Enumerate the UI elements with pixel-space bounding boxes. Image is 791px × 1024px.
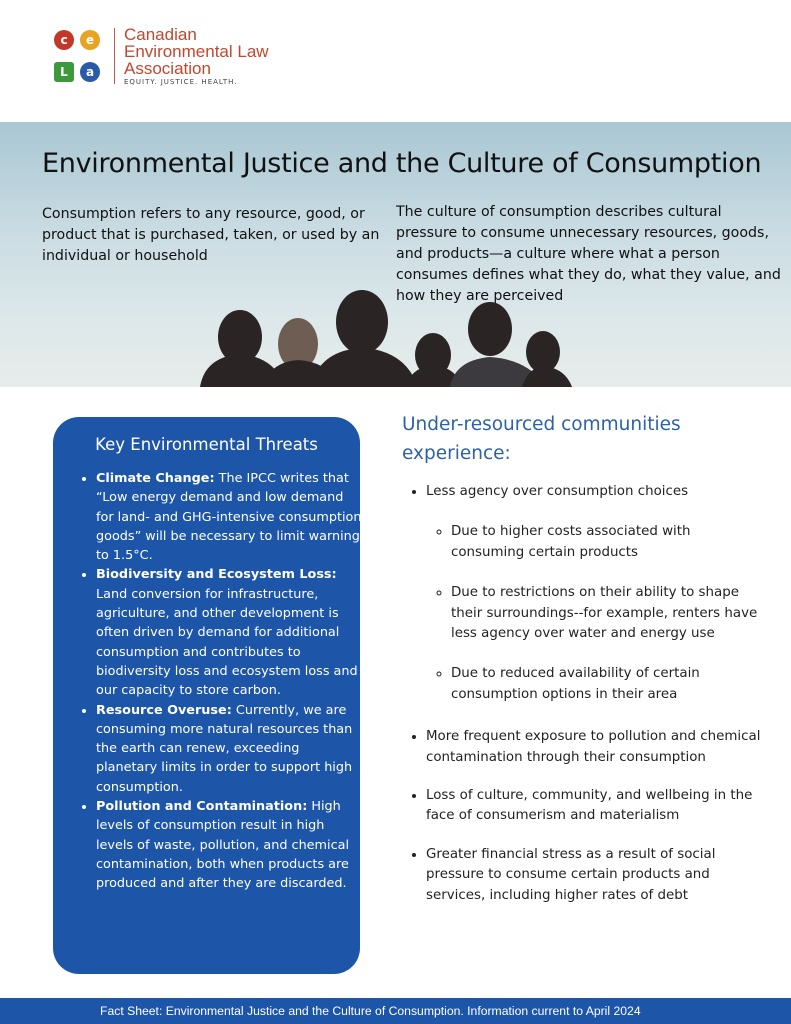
logo-tagline: EQUITY. JUSTICE. HEALTH. (124, 78, 238, 86)
logo-c-leaf-icon: c (54, 30, 74, 50)
threat-item-resource-overuse (96, 701, 364, 797)
hero-banner (0, 122, 791, 387)
sub-list (426, 522, 766, 705)
logo-a-water-icon: a (80, 62, 100, 82)
threat-text: High levels of consumption result in high levels of waste, pollution, and chemical contamination, both when products are produced and after they are discarded. (96, 799, 350, 892)
logo-divider (114, 28, 115, 84)
key-threats-heading: Key Environmental Threats (95, 435, 318, 454)
logo-name-line2: Environmental Law (124, 42, 269, 61)
threat-text: The IPCC writes that “Low energy demand and low demand for land- and GHG-intensive consumption goods” will be necessary to limit warning to 1.5°C. (96, 471, 362, 564)
threat-term: Climate Change: (96, 471, 215, 486)
threat-term: Resource Overuse: (96, 702, 232, 718)
logo-name-line1: Canadian (124, 25, 197, 44)
logo-e-sun-icon: e (80, 30, 100, 50)
list-item: • Greater financial stress as a result of social pressure to consume certain products and services, including higher rates of debt (426, 845, 766, 906)
list-item-text: Less agency over consumption choices (426, 484, 689, 499)
consumption-definition: Consumption refers to any resource, good, or product that is purchased, taken, or used by an individual or household (42, 206, 380, 264)
logo-l-house-icon: L (54, 62, 74, 82)
footer-text: Fact Sheet: Environmental Justice and the Culture of Consumption. Information current to April 2024 (100, 1004, 641, 1018)
threat-text: Currently, we are consuming more natural resources than the earth can renew, exceeding planetary limits in order to support high consumption. (96, 702, 353, 795)
threat-term: Biodiversity and Ecosystem Loss: (96, 567, 337, 583)
page-title: Environmental Justice and the Culture of Consumption (42, 148, 762, 179)
sub-list-item: ◦ Due to restrictions on their ability to shape their surroundings--for example, renters have less agency over water and energy use (451, 583, 766, 644)
logo-wordmark (124, 26, 269, 77)
threat-term: Pollution and Contamination: (96, 799, 308, 815)
sub-list-item: ◦ Due to reduced availability of certain consumption options in their area (451, 664, 766, 705)
sub-list-item: ◦ Due to higher costs associated with consuming certain products (451, 522, 766, 563)
key-threats-list (75, 469, 364, 894)
threat-item-biodiversity-loss (96, 565, 364, 700)
key-threats-panel (53, 417, 360, 974)
threat-text: Land conversion for infrastructure, agriculture, and other development is often driven by demand for additional consumption and contributes to biodiversity loss and ecosystem loss and our capacity to store carbon. (96, 586, 358, 699)
list-item (426, 482, 766, 705)
communities-heading: Under-resourced communities experience: (402, 414, 681, 464)
logo-name-line3: Association (124, 59, 211, 78)
threat-item-climate-change (96, 469, 364, 565)
communities-list (404, 482, 766, 924)
threat-item-pollution (96, 797, 364, 893)
list-item: • Loss of culture, community, and wellbeing in the face of consumerism and materialism (426, 786, 766, 827)
footer-bar (0, 998, 791, 1024)
cela-logo (50, 26, 280, 90)
culture-of-consumption-definition: The culture of consumption describes cultural pressure to consume unnecessary resources, goods, and products—a culture where what a person consumes defines what they do, what they value, and how they are perceived (396, 204, 781, 304)
list-item: • More frequent exposure to pollution and chemical contamination through their consumption (426, 727, 766, 768)
